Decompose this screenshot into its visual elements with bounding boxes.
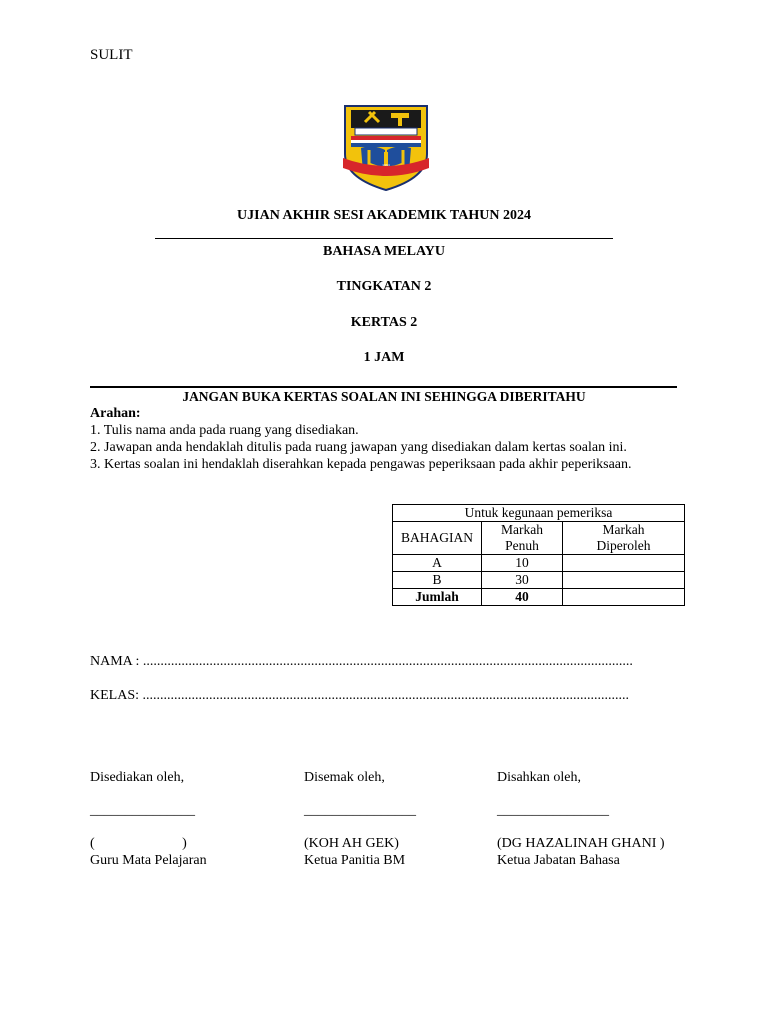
duration-title: 1 JAM bbox=[363, 350, 405, 365]
signature-line: _______________ bbox=[90, 803, 195, 818]
header-marks-obtained-line1: Markah bbox=[602, 522, 645, 537]
signature-line: ________________ bbox=[304, 803, 416, 818]
paper-title: KERTAS 2 bbox=[350, 315, 418, 330]
header-marks-obtained bbox=[563, 522, 685, 555]
row-section: B bbox=[393, 572, 482, 589]
row-full-marks: 10 bbox=[482, 555, 563, 572]
instructions bbox=[90, 405, 632, 473]
svg-text:1964: 1964 bbox=[382, 163, 390, 167]
signature-role: Ketua Panitia BM bbox=[304, 853, 406, 868]
signature-label: Disahkan oleh, bbox=[497, 770, 581, 785]
row-section: A bbox=[393, 555, 482, 572]
total-full-marks: 40 bbox=[482, 589, 563, 606]
class-field: KELAS: ........................................................................................................................................... bbox=[90, 688, 629, 703]
total-label: Jumlah bbox=[393, 589, 482, 606]
header-full-marks-line1: Markah bbox=[501, 522, 543, 537]
marks-table bbox=[392, 504, 685, 606]
exam-title: UJIAN AKHIR SESI AKADEMIK TAHUN 2024 bbox=[237, 208, 531, 223]
signature-checked bbox=[304, 769, 416, 869]
warning-text: JANGAN BUKA KERTAS SOALAN INI SEHINGGA DIBERITAHU bbox=[182, 389, 586, 404]
signature-label: Disediakan oleh, bbox=[90, 770, 185, 785]
instruction-item: 2. Jawapan anda hendaklah ditulis pada ruang jawapan yang disediakan dalam kertas soalan ini. bbox=[90, 440, 627, 455]
instruction-item: 1. Tulis nama anda pada ruang yang disediakan. bbox=[90, 423, 359, 438]
signature-name: ( ) bbox=[90, 836, 187, 851]
row-marks-obtained bbox=[563, 572, 685, 589]
form-title: TINGKATAN 2 bbox=[336, 279, 432, 294]
marks-table-caption: Untuk kegunaan pemeriksa bbox=[393, 505, 685, 522]
signature-name: (DG HAZALINAH GHANI ) bbox=[497, 836, 665, 851]
instructions-heading: Arahan: bbox=[90, 406, 141, 421]
header-full-marks bbox=[482, 522, 563, 555]
signature-label: Disemak oleh, bbox=[304, 770, 385, 785]
signature-role: Ketua Jabatan Bahasa bbox=[497, 853, 620, 868]
table-row bbox=[393, 555, 685, 572]
signature-prepared bbox=[90, 769, 207, 869]
header-marks-obtained-line2: Diperoleh bbox=[596, 538, 651, 553]
signature-line: ________________ bbox=[497, 803, 609, 818]
table-row-total bbox=[393, 589, 685, 606]
subject-title: BAHASA MELAYU bbox=[322, 244, 445, 259]
total-marks-obtained bbox=[563, 589, 685, 606]
header-full-marks-line2: Penuh bbox=[505, 538, 539, 553]
name-field: NAMA : ............................................................................................................................................ bbox=[90, 654, 633, 669]
table-row bbox=[393, 572, 685, 589]
signature-role: Guru Mata Pelajaran bbox=[90, 853, 207, 868]
header-section: BAHAGIAN bbox=[393, 522, 482, 555]
title-underline bbox=[155, 238, 613, 239]
school-crest-logo bbox=[339, 100, 433, 192]
sulit-label: SULIT bbox=[90, 47, 133, 63]
instruction-item: 3. Kertas soalan ini hendaklah diserahkan kepada pengawas peperiksaan pada akhir peperiksaan. bbox=[90, 457, 632, 472]
row-marks-obtained bbox=[563, 555, 685, 572]
signature-name: (KOH AH GEK) bbox=[304, 836, 399, 851]
section-divider bbox=[90, 386, 677, 388]
signature-approved bbox=[497, 769, 665, 869]
row-full-marks: 30 bbox=[482, 572, 563, 589]
